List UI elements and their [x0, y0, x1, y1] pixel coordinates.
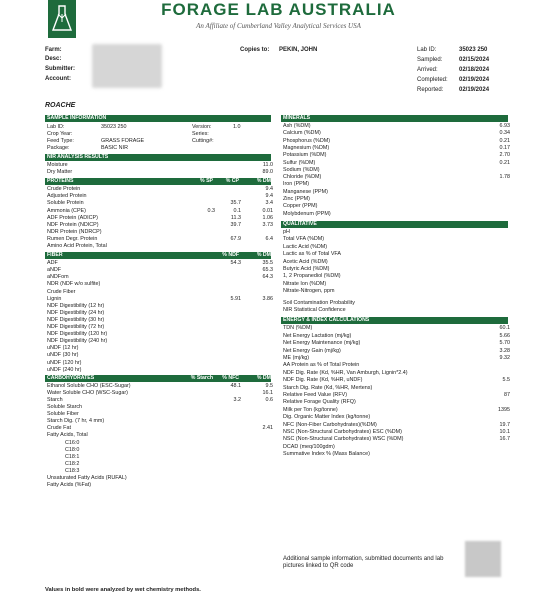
column-header: % DM	[256, 252, 271, 259]
minerals-row	[283, 203, 508, 210]
row-label: Crude Fat	[47, 425, 71, 432]
row-label: uNDF (12 hr)	[47, 345, 79, 352]
brand-tagline: An Affiliate of Cumberland Valley Analytical Services USA	[196, 22, 361, 30]
row-label: Soluble Protein	[47, 200, 84, 207]
column-header: % NDF	[222, 252, 239, 259]
sample-info-row: Lab ID: 35023 250 Version: 1.0	[47, 124, 241, 130]
column-header: % DM	[256, 178, 271, 185]
carbs-row	[47, 411, 271, 418]
row-label: NDF Digestibility (24 hr)	[47, 309, 105, 316]
row-label: Dry Matter	[47, 169, 73, 176]
carbs-row	[47, 475, 271, 482]
qualitative-row	[283, 273, 508, 280]
qualitative-header	[281, 221, 508, 228]
fiber-row	[47, 345, 271, 352]
fiber-row	[47, 310, 271, 317]
row-label: Magnesium (%DM)	[283, 144, 330, 151]
arrived-label: Arrived:	[417, 67, 438, 73]
row-label: TDN (%DM)	[283, 325, 313, 332]
row-value: 9.5	[265, 382, 273, 389]
row-label: Amino Acid Protein, Total	[47, 243, 107, 249]
fiber-row	[47, 296, 271, 303]
row-label: Soluble Starch	[47, 404, 83, 410]
row-label: Starch Dig. Rate (Kd, %HR, Mertens)	[283, 384, 373, 391]
row-value: 89.0	[262, 169, 273, 176]
row-value: 3.28	[499, 347, 510, 354]
row-label: uNDF (30 hr)	[47, 352, 79, 359]
sample-info-row: Package: BASIC NIR	[47, 145, 128, 151]
row-label: Chloride (%DM)	[283, 174, 322, 181]
carbs-row	[47, 383, 271, 390]
desc-label: Desc:	[45, 56, 62, 62]
row-label: Fatty Acids (%Fat)	[47, 482, 92, 489]
row-label: ME (mj/kg)	[283, 354, 310, 361]
row-value: 1.78	[499, 174, 510, 181]
section-title: FIBER	[47, 252, 63, 259]
row-label: Potassium (%DM)	[283, 152, 327, 159]
completed-label: Completed:	[417, 77, 448, 83]
minerals-row	[283, 167, 508, 174]
row-value: 0.21	[499, 137, 510, 144]
energy-row	[283, 392, 508, 399]
row-value: 5.5	[502, 377, 510, 384]
row-value: 0.34	[499, 130, 510, 137]
section-title: PROTEINS	[47, 178, 74, 185]
row-value: 11.3	[230, 214, 241, 221]
row-label: 1, 2 Propanediol (%DM)	[283, 273, 341, 280]
proteins-row	[47, 193, 271, 200]
sample-name: ROACHE	[45, 102, 76, 109]
row-label: NSC (Non-Structural Carbohydrates) WSC (%DM)	[283, 436, 404, 443]
proteins-row	[47, 200, 271, 207]
qualitative-row	[283, 281, 508, 288]
row-value: 65.3	[262, 267, 273, 274]
nir-row	[47, 162, 271, 169]
energy-row	[283, 325, 508, 332]
row-label: Soil Contamination Probability	[283, 299, 355, 306]
row-label: Moisture	[47, 162, 68, 168]
minerals-row	[283, 152, 508, 159]
row-label: NDF Dig. Rate (Kd, %HR, Van Amburgh, Lignin*2.4)	[283, 369, 408, 376]
row-label: Nitrate-Nitrogen, ppm	[283, 288, 335, 295]
energy-row	[283, 407, 508, 414]
minerals-header	[281, 115, 508, 122]
row-value: 2.41	[262, 425, 273, 432]
row-label: ADF Protein (ADICP)	[47, 214, 98, 221]
row-value: 1395	[498, 406, 510, 413]
row-value: 2.70	[499, 152, 510, 159]
row-value: 35.5	[262, 260, 273, 267]
row-value: 0.01	[262, 207, 273, 214]
carbs-row	[47, 461, 271, 468]
row-label: Ash (%DM)	[283, 123, 311, 129]
section-title: ENERGY & INDEX CALCULATIONS	[283, 317, 370, 324]
arrived-value: 02/18/2024	[459, 67, 490, 73]
row-label: C18:1	[65, 453, 80, 460]
row-label: NSC (Non-Structural Carbohydrates) ESC (%DM)	[283, 428, 402, 435]
section-title: NIR ANALYSIS RESULTS	[47, 154, 109, 160]
row-label: NIR Statistical Confidence	[283, 306, 346, 313]
row-label: Iron (PPM)	[283, 181, 310, 188]
row-value: 11.0	[262, 162, 273, 168]
row-label: Nitrate Ion (%DM)	[283, 280, 327, 287]
row-value: 3.2	[233, 396, 241, 403]
qualitative-row	[283, 236, 508, 243]
additional-info-text: Additional sample information, submitted documents and lab pictures linked to QR code	[283, 556, 444, 569]
row-value: 64.3	[262, 274, 273, 281]
row-value: 5.91	[230, 295, 241, 302]
row-label: uNDF (240 hr)	[47, 366, 82, 373]
qualitative-row	[283, 229, 508, 236]
row-label: pH	[283, 228, 290, 235]
row-label: Sodium (%DM)	[283, 166, 320, 173]
row-value: 9.4	[265, 186, 273, 193]
qualitative-row	[283, 251, 508, 258]
sample-info-row: Crop Year: Series:	[47, 131, 209, 137]
account-label: Account:	[45, 76, 71, 82]
row-label: NFC (Non-Fiber Carbohydrates)(%DM)	[283, 421, 377, 428]
proteins-row	[47, 243, 271, 250]
minerals-row	[283, 211, 508, 218]
sampled-value: 02/15/2024	[459, 57, 490, 63]
row-label: NDR Protein (NDRCP)	[47, 228, 102, 235]
minerals-row	[283, 181, 508, 188]
lab-id-value: 35023 250	[459, 47, 488, 53]
row-label: aNDFom	[47, 274, 69, 281]
energy-row	[283, 333, 508, 340]
energy-header	[281, 317, 508, 324]
section-title: CARBOHYDRATES	[47, 374, 95, 381]
row-value: 16.1	[262, 389, 273, 396]
qualitative-extra-row	[283, 307, 508, 314]
row-value: 3.4	[265, 200, 273, 207]
column-header: % Starch	[190, 374, 213, 381]
row-value: 19.7	[499, 421, 510, 428]
row-label: Phosphorus (%DM)	[283, 137, 331, 144]
row-label: Sulfur (%DM)	[283, 159, 316, 166]
row-label: Acetic Acid (%DM)	[283, 258, 328, 265]
sampled-label: Sampled:	[417, 57, 443, 63]
energy-row	[283, 414, 508, 421]
fiber-row	[47, 303, 271, 310]
proteins-header	[45, 178, 271, 185]
row-label: C18:0	[65, 446, 80, 453]
row-label: Lactic as % of Total VFA	[283, 251, 342, 258]
row-label: Manganese (PPM)	[283, 188, 328, 195]
row-label: ADF	[47, 260, 58, 267]
reported-label: Reported:	[417, 87, 444, 93]
fiber-row	[47, 274, 271, 281]
row-value: 0.1	[233, 207, 241, 214]
row-value: 39.7	[230, 221, 241, 228]
row-value: 60.1	[499, 325, 510, 332]
farm-label: Farm:	[45, 47, 62, 53]
row-label: C16:0	[65, 439, 80, 446]
row-label: NDF Protein (NDICP)	[47, 221, 99, 228]
row-label: Starch	[47, 396, 63, 403]
row-value: 16.7	[499, 436, 510, 443]
row-label: Crude Fiber	[47, 288, 76, 295]
energy-row	[283, 370, 508, 377]
row-value: 9.32	[499, 354, 510, 361]
qualitative-row	[283, 244, 508, 251]
row-value: 67.9	[230, 235, 241, 242]
row-value: 1.06	[262, 214, 273, 221]
qualitative-extra-row	[283, 300, 508, 307]
sample-info-row: Feed Type: GRASS FORAGE Cutting#:	[47, 138, 214, 144]
row-label: Total VFA (%DM)	[283, 236, 325, 243]
fiber-row	[47, 331, 271, 338]
row-label: NDR (NDF w/o sulfite)	[47, 281, 101, 288]
row-label: Copper (PPM)	[283, 203, 318, 210]
proteins-row	[47, 186, 271, 193]
row-label: Net Energy Lactation (mj/kg)	[283, 332, 352, 339]
row-label: C18:2	[65, 460, 80, 467]
energy-row	[283, 429, 508, 436]
minerals-row	[283, 174, 508, 181]
footer-note: Values in bold were analyzed by wet chemistry methods.	[45, 587, 201, 593]
row-label: NDF Digestibility (120 hr)	[47, 331, 108, 338]
row-label: Adjusted Protein	[47, 193, 87, 200]
row-label: Rumen Degr. Protein	[47, 235, 98, 242]
section-title: QUALITATIVE	[283, 220, 317, 227]
row-value: 5.70	[499, 340, 510, 347]
minerals-row	[283, 160, 508, 167]
row-label: Summative Index % (Mass Balance)	[283, 451, 370, 458]
completed-value: 02/19/2024	[459, 77, 490, 83]
qualitative-row	[283, 259, 508, 266]
row-value: 6.4	[265, 235, 273, 242]
energy-row	[283, 355, 508, 362]
row-label: NDF Dig. Rate (Kd, %HR, uNDF)	[283, 377, 363, 384]
energy-row	[283, 362, 508, 369]
row-label: Fatty Acids, Total	[47, 432, 88, 439]
row-label: Zinc (PPM)	[283, 196, 310, 202]
lab-id-label: Lab ID:	[417, 47, 437, 53]
row-value: 87	[504, 391, 510, 398]
carbs-row	[47, 454, 271, 461]
row-label: Relative Feed Value (RFV)	[283, 391, 348, 398]
carbs-row	[47, 468, 271, 475]
fiber-row	[47, 324, 271, 331]
row-value: 0.3	[207, 207, 215, 214]
sample-info-header: SAMPLE INFORMATION	[45, 115, 271, 122]
carbs-row	[47, 390, 271, 397]
row-label: uNDF (120 hr)	[47, 359, 82, 366]
section-title: MINERALS	[283, 115, 311, 121]
submitter-label: Submitter:	[45, 66, 75, 72]
row-label: Relative Forage Quality (RFQ)	[283, 399, 356, 406]
row-value: 3.86	[262, 295, 273, 302]
row-label: Calcium (%DM)	[283, 130, 321, 137]
row-label: Ethanol Soluble CHO (ESC-Sugar)	[47, 382, 131, 389]
row-label: Crude Protein	[47, 186, 81, 193]
energy-row	[283, 422, 508, 429]
carbs-row	[47, 447, 271, 454]
row-label: Dig. Organic Matter Index (kg/tonne)	[283, 414, 371, 421]
energy-row	[283, 385, 508, 392]
minerals-row	[283, 130, 508, 137]
proteins-row	[47, 215, 271, 222]
nir-header	[45, 154, 271, 161]
qualitative-row	[283, 266, 508, 273]
copies-label: Copies to:	[240, 47, 270, 53]
energy-row	[283, 340, 508, 347]
reported-value: 02/19/2024	[459, 87, 490, 93]
row-value: 3.73	[262, 221, 273, 228]
fiber-row	[47, 281, 271, 288]
row-value: 54.3	[230, 260, 241, 267]
carbs-row	[47, 425, 271, 432]
brand-title: FORAGE LAB AUSTRALIA	[161, 0, 396, 19]
row-label: NDF Digestibility (240 hr)	[47, 338, 108, 345]
fiber-row	[47, 367, 271, 374]
carbs-row	[47, 397, 271, 404]
row-label: Soluble Fiber	[47, 411, 79, 418]
row-label: Molybdenum (PPM)	[283, 210, 331, 217]
fiber-row	[47, 352, 271, 359]
row-value: 10.1	[499, 428, 510, 435]
energy-row	[283, 436, 508, 443]
minerals-row	[283, 145, 508, 152]
row-label: Butyric Acid (%DM)	[283, 265, 330, 272]
row-value: 9.4	[265, 193, 273, 200]
carbs-row	[47, 418, 271, 425]
minerals-row	[283, 196, 508, 203]
carbs-header	[45, 375, 271, 382]
row-value: 0.21	[499, 159, 510, 166]
nir-row	[47, 169, 271, 176]
minerals-row	[283, 189, 508, 196]
energy-row	[283, 348, 508, 355]
row-label: NDF Digestibility (72 hr)	[47, 324, 105, 330]
redacted-client-info	[92, 44, 162, 88]
row-value: 0.17	[499, 144, 510, 151]
column-header: % CP	[225, 178, 239, 185]
row-label: NDF Digestibility (12 hr)	[47, 302, 105, 309]
row-label: Milk per Ton (kg/tonne)	[283, 406, 338, 413]
row-value: 6.93	[499, 123, 510, 129]
row-value: 48.1	[230, 382, 241, 389]
carbs-row	[47, 432, 271, 439]
fiber-row	[47, 260, 271, 267]
qualitative-row	[283, 288, 508, 295]
row-label: Unsaturated Fatty Acids (RUFAL)	[47, 475, 127, 481]
qr-code[interactable]	[465, 541, 501, 577]
row-label: AA Protein as % of Total Protein	[283, 362, 360, 369]
row-label: C18:3	[65, 467, 80, 474]
row-label: Starch Dig. (7 hr, 4 mm)	[47, 418, 105, 425]
row-label: aNDF	[47, 267, 62, 274]
fiber-row	[47, 360, 271, 367]
column-header: % DM	[256, 374, 271, 381]
fiber-header	[45, 252, 271, 259]
column-header: % NFC	[222, 374, 239, 381]
proteins-row	[47, 208, 271, 215]
proteins-row	[47, 222, 271, 229]
energy-row	[283, 451, 508, 458]
carbs-row	[47, 482, 271, 489]
row-label: Lactic Acid (%DM)	[283, 243, 328, 250]
row-label: Water Soluble CHO (WSC-Sugar)	[47, 389, 128, 396]
fiber-row	[47, 317, 271, 324]
row-label: Lignin	[47, 295, 62, 302]
minerals-row	[283, 138, 508, 145]
row-value: 35.7	[230, 200, 241, 207]
proteins-row	[47, 229, 271, 236]
minerals-row	[283, 123, 508, 130]
row-label: Net Energy Maintenance (mj/kg)	[283, 340, 361, 347]
row-label: Ammonia (CPE)	[47, 207, 86, 214]
fiber-row	[47, 289, 271, 296]
proteins-row	[47, 236, 271, 243]
row-value: 5.66	[499, 332, 510, 339]
fiber-row	[47, 338, 271, 345]
fiber-row	[47, 267, 271, 274]
energy-row	[283, 444, 508, 451]
row-value: 0.6	[265, 396, 273, 403]
row-label: Net Energy Gain (mj/kg)	[283, 347, 341, 354]
energy-row	[283, 399, 508, 406]
carbs-row	[47, 404, 271, 411]
row-label: NDF Digestibility (30 hr)	[47, 316, 105, 323]
row-label: DCAD (meq/100gdm)	[283, 443, 335, 450]
column-header: % SP	[200, 178, 213, 185]
carbs-row	[47, 440, 271, 447]
copies-value: PEKIN, JOHN	[279, 47, 318, 53]
energy-row	[283, 377, 508, 384]
